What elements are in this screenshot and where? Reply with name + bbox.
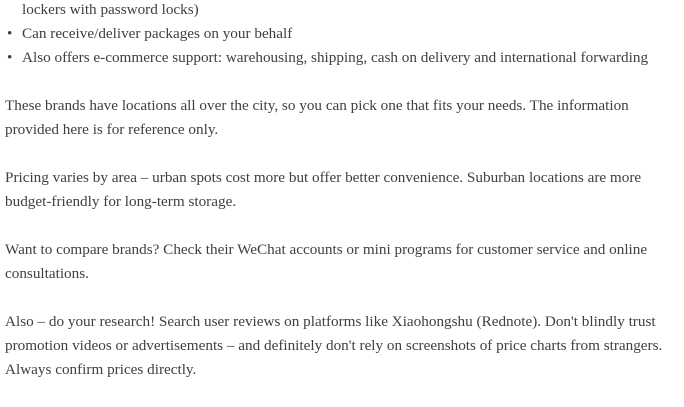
paragraph-pricing: Pricing varies by area – urban spots cost more but offer better convenience. Suburban locations are more budget-friendly for long-term storage.: [5, 169, 642, 210]
list-item-text: Can receive/deliver packages on your behalf: [22, 25, 293, 42]
list-item-text: lockers with password locks): [22, 1, 199, 18]
article-body: [5, 0, 681, 382]
bullet-icon: •: [7, 49, 13, 66]
paragraph-locations: These brands have locations all over the city, so you can pick one that fits your needs. The information provided here is for reference only.: [5, 97, 629, 138]
list-item-text: Also offers e-commerce support: warehousing, shipping, cash on delivery and international forwarding: [22, 49, 649, 66]
paragraph-compare: Want to compare brands? Check their WeChat accounts or mini programs for customer service and online consultations.: [5, 241, 648, 282]
list-item-continuation: [5, 0, 681, 22]
list-item: [5, 22, 681, 46]
bullet-icon: •: [7, 25, 13, 42]
paragraph-research: Also – do your research! Search user reviews on platforms like Xiaohongshu (Rednote). Don't blindly trust promotion videos or advertisements – and definitely don't rely on screenshots of price charts from strangers. Always confirm prices directly.: [5, 313, 663, 378]
list-item: [5, 46, 681, 70]
